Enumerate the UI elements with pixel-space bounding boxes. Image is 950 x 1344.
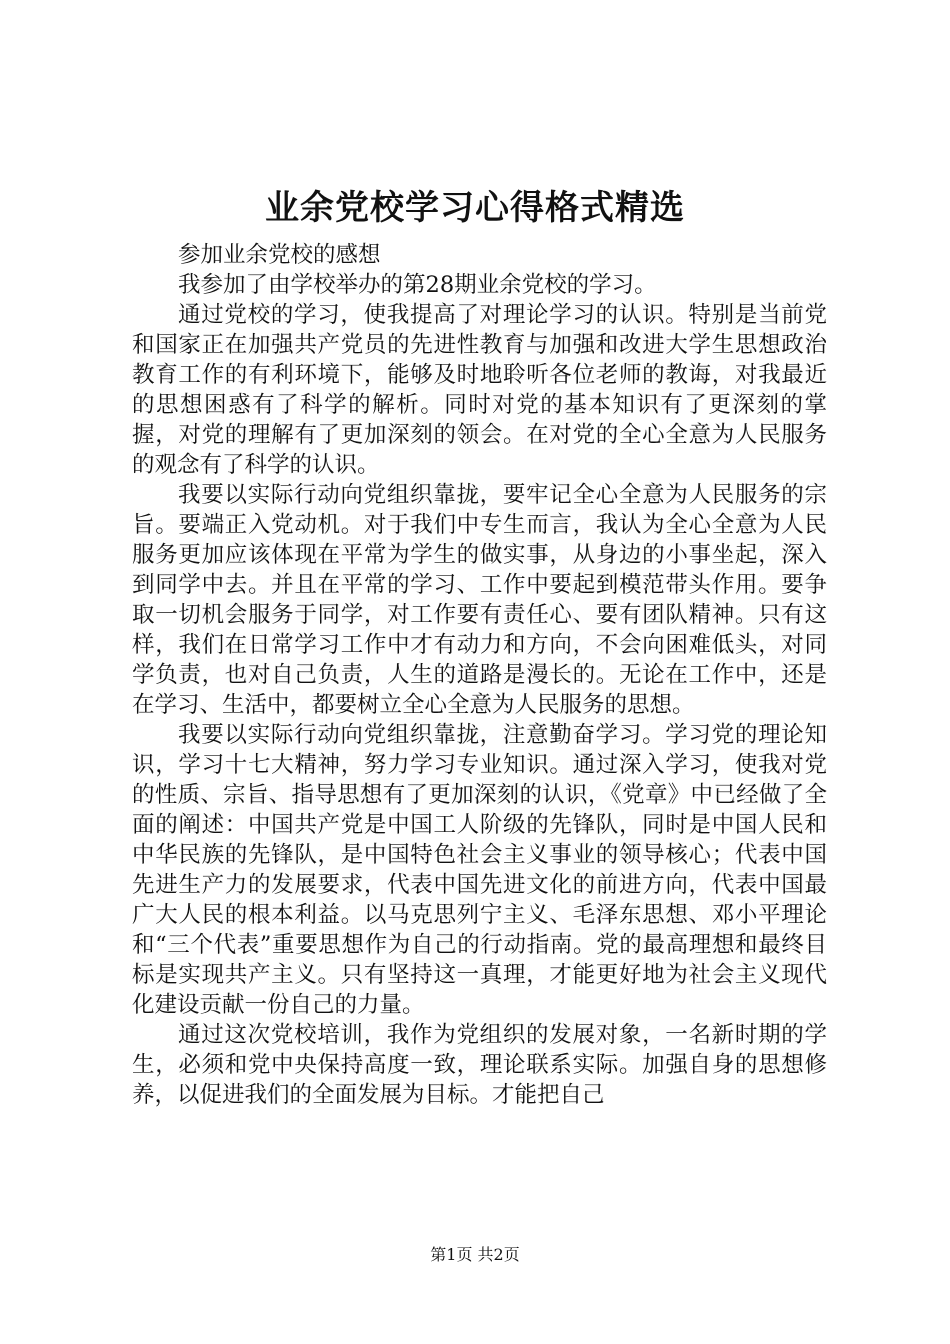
paragraph-diligent-study: 我要以实际行动向党组织靠拢，注意勤奋学习。学习党的理论知识，学习十七大精神，努力学习专业知识。通过深入学习，使我对党的性质、宗旨、指导思想有了更加深刻的认识，《党章》中已经做了全面的阐述：中国共产党是中国工人阶级的先锋队，同时是中国人民和中华民族的先锋队，是中国特色社会主义事业的领导核心；代表中国先进生产力的发展要求，代表中国先进文化的前进方向，代表中国最广大人民的根本利益。以马克思列宁主义、毛泽东思想、邓小平理论和“三个代表”重要思想作为自己的行动指南。党的最高理想和最终目标是实现共产主义。只有坚持这一真理，才能更好地为社会主义现代化建设贡献一份自己的力量。 (132, 722, 827, 1018)
paragraph-theory-study: 通过党校的学习，使我提高了对理论学习的认识。特别是当前党和国家正在加强共产党员的先进性教育与加强和改进大学生思想政治教育工作的有利环境下，能够及时地聆听各位老师的教诲，对我最近的思想困惑有了科学的解析。同时对党的基本知识有了更深刻的掌握，对党的理解有了更加深刻的领会。在对党的全心全意为人民服务的观念有了科学的认识。 (132, 302, 827, 478)
document-title: 业余党校学习心得格式精选 (265, 188, 685, 228)
paragraph-intro: 我参加了由学校举办的第28期业余党校的学习。 (178, 272, 657, 298)
document-body (132, 240, 827, 1110)
page-footer: 第1页 共2页 (430, 1245, 520, 1264)
paragraph-training: 通过这次党校培训，我作为党组织的发展对象，一名新时期的学生，必须和党中央保持高度一致，理论联系实际。加强自身的思想修养，以促进我们的全面发展为目标。才能把自己 (132, 1022, 827, 1108)
paragraph-serve-people: 我要以实际行动向党组织靠拢，要牢记全心全意为人民服务的宗旨。要端正入党动机。对于我们中专生而言，我认为全心全意为人民服务更加应该体现在平常为学生的做实事，从身边的小事坐起，深入到同学中去。并且在平常的学习、工作中要起到模范带头作用。要争取一切机会服务于同学，对工作要有责任心、要有团队精神。只有这样，我们在日常学习工作中才有动力和方向，不会向困难低头，对同学负责，也对自己负责，人生的道路是漫长的。无论在工作中，还是在学习、生活中，都要树立全心全意为人民服务的思想。 (132, 482, 827, 718)
paragraph-heading: 参加业余党校的感想 (178, 242, 381, 268)
